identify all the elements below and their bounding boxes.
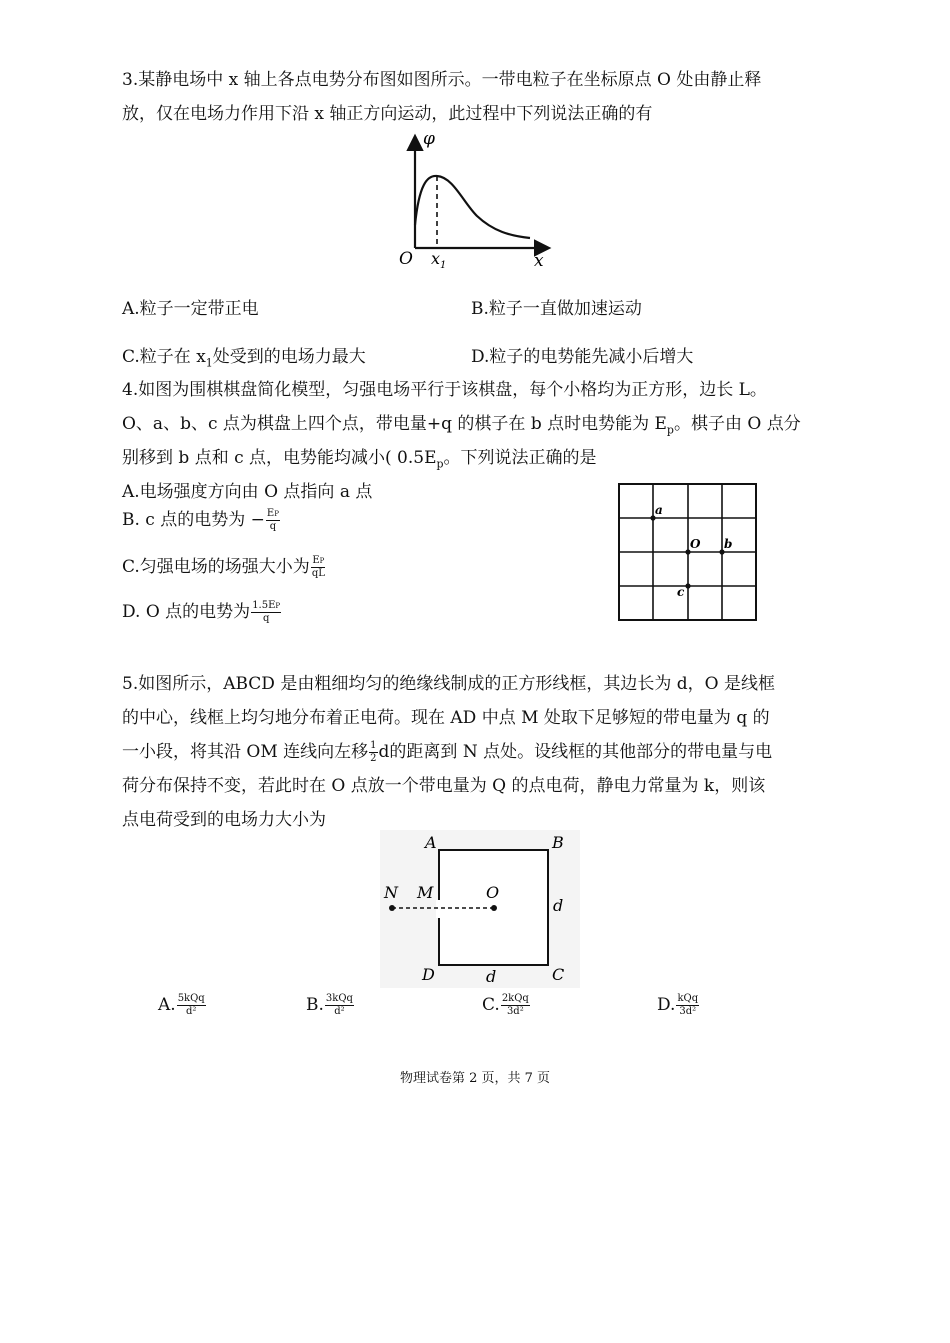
q5-square-frame-figure (380, 830, 580, 990)
q4-label-o: O (690, 537, 701, 551)
q4-line-1: 4.如图为围棋棋盘简化模型，匀强电场平行于该棋盘，每个小格均为正方形，边长 L。 (122, 380, 767, 400)
q3-option-a: A.粒子一定带正电 (122, 299, 259, 319)
q5-option-d: D. $\frac{\text{kQq}}{\text{3d²}}$ (657, 993, 699, 1017)
q4-option-c: C.匀强电场的场强大小为 $\frac{EP}{qL}$ (122, 555, 325, 579)
q5-point-o (491, 905, 497, 911)
q5-option-b: B. $\frac{\text{3kQq}}{\text{d²}}$ (306, 993, 353, 1017)
q4-option-d: D. O 点的电势为 $\frac{1.5EP}{q}$ (122, 600, 281, 624)
q5-option-c: C. $\frac{\text{2kQq}}{\text{3d²}}$ (482, 993, 529, 1017)
q5-label-d-bottom: d (486, 967, 497, 986)
q5-option-a: A. $\frac{\text{5kQq}}{\text{d²}}$ (158, 993, 205, 1017)
q3-option-c: C.粒子在 $x_1$处受到的电场力最大 (122, 347, 366, 370)
q5-label-o: O (486, 883, 500, 902)
q4-option-b: B. c 点的电势为 − $\frac{EP}{q}$ (122, 508, 279, 532)
q5-line-1: 5.如图所示，ABCD 是由粗细均匀的绝缘线制成的正方形线框，其边长为 d，O 是线框 (122, 674, 775, 694)
q5-label-n: N (384, 883, 398, 902)
q3-option-d: D.粒子的电势能先减小后增大 (471, 347, 694, 367)
q5-line-4: 荷分布保持不变，若此时在 O 点放一个带电量为 Q 的点电荷，静电力常量为 k，则该 (122, 776, 766, 796)
q4-label-b: b (724, 537, 733, 551)
q3-x1-label: $x_1$ (431, 249, 447, 271)
q5-label-a: A (425, 833, 437, 852)
q3-line-1: 3.某静电场中 x 轴上各点电势分布图如图所示。一带电粒子在坐标原点 O 处由静止释 (122, 70, 762, 90)
q3-y-label: φ (423, 129, 435, 149)
q5-label-b: B (552, 833, 564, 852)
q5-label-d-right: d (553, 896, 564, 915)
q3-option-b: B.粒子一直做加速运动 (471, 299, 642, 319)
q4-label-a: a (655, 503, 663, 517)
q5-line-5: 点电荷受到的电场力大小为 (122, 810, 326, 830)
q3-line-2: 放，仅在电场力作用下沿 x 轴正方向运动，此过程中下列说法正确的有 (122, 104, 653, 124)
q4-go-board (618, 483, 758, 623)
q4-line-2: O、a、b、c 点为棋盘上四个点，带电量+q 的棋子在 b 点时电势能为 $E_p$。棋子由 O 点分 (122, 414, 801, 437)
q4-line-3: 别移到 b 点和 c 点，电势能均减小( $0.5E_p$。下列说法正确的是 (122, 448, 597, 471)
q5-line-3: 一小段，将其沿 OM 连线向左移 $\frac{1}{2}$ d的距离到 N 点处。设线框的其他部分的带电量与电 (122, 740, 773, 764)
page-footer: 物理试卷第 2 页，共 7 页 (399, 1071, 551, 1086)
q5-label-d: D (422, 965, 435, 984)
q5-point-n (389, 905, 395, 911)
q3-x-label: x (534, 251, 544, 271)
q5-label-m: M (417, 883, 434, 902)
q3-origin-label: O (399, 249, 413, 269)
q3-potential-curve (415, 176, 530, 238)
q4-option-a: A.电场强度方向由 O 点指向 a 点 (122, 482, 373, 502)
q5-label-c: C (552, 965, 565, 984)
q5-line-2: 的中心，线框上均匀地分布着正电荷。现在 AD 中点 M 处取下足够短的带电量为 q 的 (122, 708, 770, 728)
q4-point-c (685, 583, 690, 588)
q3-potential-graph (395, 130, 555, 270)
q4-label-c: c (677, 585, 685, 599)
